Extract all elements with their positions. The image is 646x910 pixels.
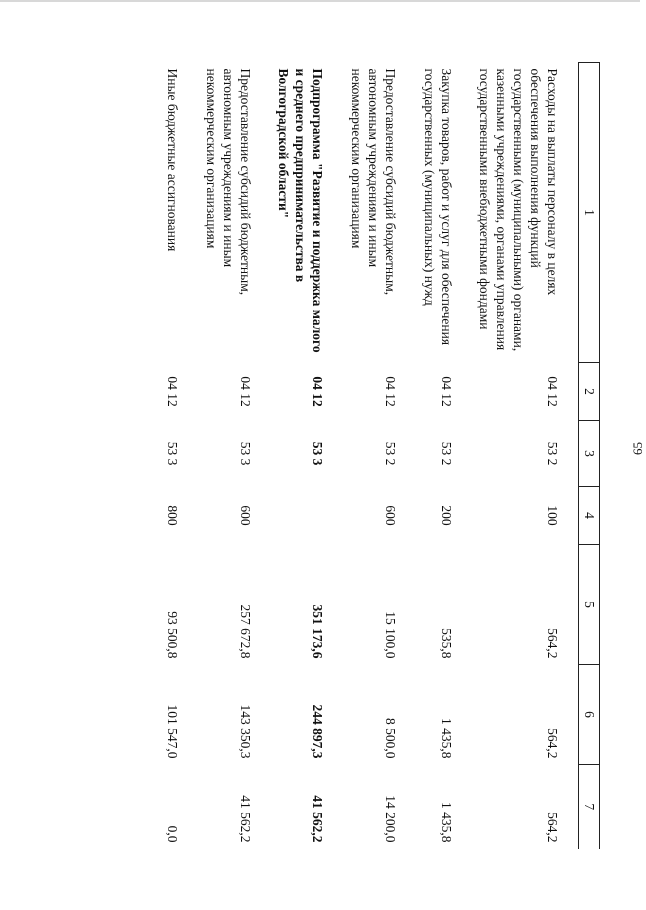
row-name-cell: Предоставление субсидий бюджетным, автономным учреждениям и иным некоммерческим организациям <box>349 68 398 296</box>
row-expense-type-cell: 600 <box>237 505 253 526</box>
row-value-col6-cell: 8 500,0 <box>382 718 398 759</box>
row-value-col5-cell: 15 100,0 <box>382 611 398 659</box>
table-row <box>198 63 271 849</box>
row-value-col6-cell: 1 435,8 <box>438 718 454 759</box>
row-section-code-cell: 04 12 <box>438 376 454 407</box>
header-col-2: 2 <box>579 363 600 421</box>
budget-table <box>159 62 600 849</box>
table-row <box>343 63 416 849</box>
row-section-code-cell: 04 12 <box>310 376 326 407</box>
row-program-code-cell: 53 2 <box>382 441 398 466</box>
row-value-col6-cell: 244 897,3 <box>310 704 326 759</box>
row-expense-type-cell: 100 <box>545 505 560 526</box>
row-program-code-cell: 53 3 <box>165 441 180 466</box>
row-name-cell: Закупка товаров, работ и услуг для обеспечения государственных (муниципальных) нужд <box>421 68 454 346</box>
row-value-col7-cell: 41 562,2 <box>310 795 326 843</box>
row-section-code-cell: 04 12 <box>545 376 560 407</box>
row-name-cell: Иные бюджетные ассигнования <box>165 68 180 252</box>
row-value-col5-cell: 351 173,6 <box>310 604 326 659</box>
table-body <box>159 63 578 849</box>
row-expense-type-cell: 200 <box>438 505 454 526</box>
row-value-col5-cell: 93 500,8 <box>165 611 180 659</box>
table-row <box>159 63 198 849</box>
row-value-col6-cell: 564,2 <box>545 728 560 759</box>
header-col-7: 7 <box>579 765 600 849</box>
row-value-col6-cell: 143 350,3 <box>237 704 253 759</box>
page-number: 65 <box>630 442 645 455</box>
row-value-col7-cell: 14 200,0 <box>382 795 398 843</box>
row-program-code-cell: 53 2 <box>545 441 560 466</box>
row-value-col6-cell: 101 547,0 <box>165 704 180 759</box>
row-value-col7-cell: 0,0 <box>165 825 180 843</box>
row-value-col5-cell: 257 672,8 <box>237 604 253 659</box>
table-row <box>271 63 344 849</box>
budget-table-container <box>159 62 600 848</box>
header-col-3: 3 <box>579 421 600 487</box>
row-value-col5-cell: 564,2 <box>545 628 560 659</box>
table-header-row <box>579 63 600 849</box>
row-name-cell: Предоставление субсидий бюджетным, автономным учреждениям и иным некоммерческим организациям <box>203 68 253 296</box>
row-section-code-cell: 04 12 <box>165 376 180 407</box>
row-value-col5-cell: 535,8 <box>438 628 454 659</box>
row-program-code-cell: 53 3 <box>310 441 326 466</box>
row-section-code-cell: 04 12 <box>382 376 398 407</box>
table-row <box>472 63 579 849</box>
header-col-6: 6 <box>579 665 600 765</box>
header-col-4: 4 <box>579 487 600 545</box>
table-row <box>416 63 472 849</box>
row-expense-type-cell <box>271 487 344 545</box>
row-section-code-cell: 04 12 <box>237 376 253 407</box>
row-program-code-cell: 53 2 <box>438 441 454 466</box>
header-col-5: 5 <box>579 545 600 665</box>
row-value-col7-cell: 1 435,8 <box>438 802 454 843</box>
row-name-cell: Подпрограмма "Развитие и поддержка малого и среднего предпринимательства в Волгоградской области" <box>276 68 326 353</box>
header-col-1: 1 <box>579 63 600 363</box>
row-program-code-cell: 53 3 <box>237 441 253 466</box>
row-expense-type-cell: 800 <box>165 505 180 526</box>
row-name-cell: Расходы на выплаты персоналу в целях обеспечения выполнения функций государственными (муниципальными) органами, казенными учреждениями, органами управления государственными внебюджетными фондами <box>477 68 560 352</box>
row-value-col7-cell: 41 562,2 <box>237 795 253 843</box>
row-value-col7-cell: 564,2 <box>545 812 560 843</box>
row-expense-type-cell: 600 <box>382 505 398 526</box>
